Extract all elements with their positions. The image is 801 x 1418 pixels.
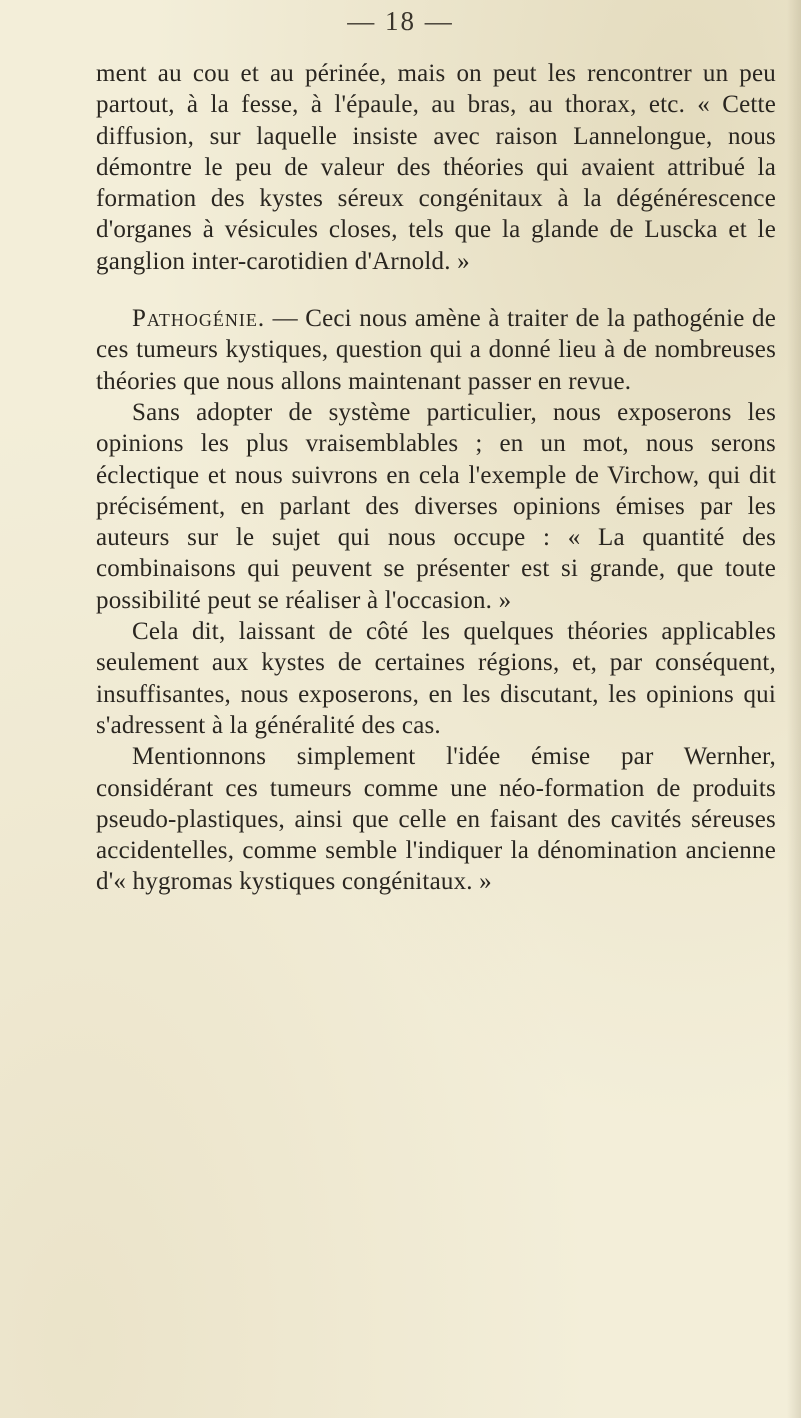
paragraph-continuation: ment au cou et au périnée, mais on peut les rencontrer un peu partout, à la fesse, à l'épaule, au bras, au thorax, etc. « Cette diffusion, sur laquelle insiste avec raison Lannelongue, nous démontre le peu de valeur des théories qui avaient attribué la formation des kystes séreux congénitaux à la dégénérescence d'organes à vésicules closes, tels que la glande de Luscka et le ganglion inter-carotidien d'Arnold. »	[96, 60, 776, 275]
section-gap	[96, 277, 776, 303]
paragraph-text: — Ceci nous amène à traiter de la pathogénie de ces tumeurs kystiques, question qui a donné lieu à de nombreuses théories que nous allons maintenant passer en revue.	[96, 305, 776, 395]
page-number: — 18 —	[347, 6, 454, 36]
page-edge-shadow	[787, 0, 801, 1418]
paragraph-pathogenie	[96, 303, 776, 397]
paragraph-virchow: Sans adopter de système particulier, nous exposerons les opinions les plus vraisemblables ; en un mot, nous serons éclectique et nous suivrons en cela l'exemple de Virchow, qui dit précisément, en parlant des diverses opinions émises par les auteurs sur le sujet qui nous occupe : « La quantité des combinaisons qui peuvent se présenter est si grande, que toute possibilité peut se réaliser à l'occasion. »	[96, 398, 776, 614]
page-body	[96, 58, 776, 898]
section-heading: Pathogénie.	[132, 305, 266, 333]
paragraph-wernher: Mentionnons simplement l'idée émise par Wernher, considérant ces tumeurs comme une néo-formation de produits pseudo-plastiques, ainsi que celle en faisant des cavités séreuses accidentelles, comme semble l'indiquer la dénomination ancienne d'« hygromas kystiques congénitaux. »	[96, 743, 776, 896]
paragraph-theories: Cela dit, laissant de côté les quelques théories applicables seulement aux kystes de certaines régions, et, par conséquent, insuffisantes, nous exposerons, en les discutant, les opinions qui s'adressent à la généralité des cas.	[96, 618, 776, 739]
